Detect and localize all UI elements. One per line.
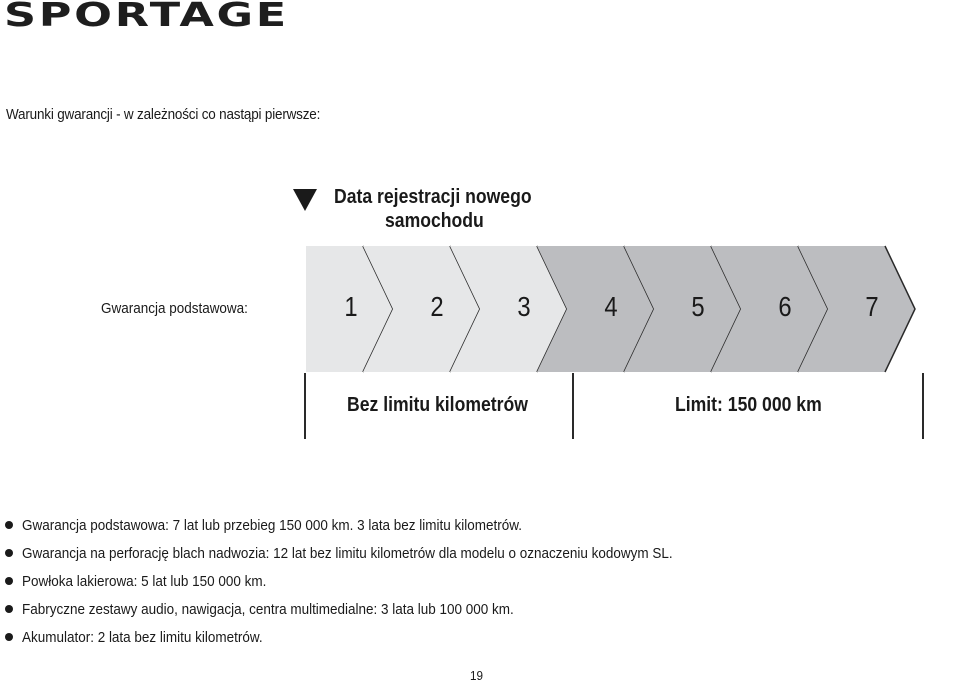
year-label-4: 4 [604, 291, 618, 322]
registration-heading-line2: samochodu [385, 210, 484, 232]
period-limited-label: Limit: 150 000 km [675, 394, 822, 416]
bullet-icon [5, 605, 13, 613]
bullet-icon [5, 577, 13, 585]
year-label-2: 2 [430, 291, 444, 322]
registration-heading-line1: Data rejestracji nowego [334, 186, 532, 208]
year-label-6: 6 [778, 291, 792, 322]
sportage-logo: SPORTAGE [4, 0, 289, 34]
period-unlimited-label: Bez limitu kilometrów [347, 394, 528, 416]
year-label-7: 7 [865, 291, 879, 322]
year-label-3: 3 [517, 291, 531, 322]
bullet-icon [5, 521, 13, 529]
bullet-icon [5, 633, 13, 641]
warranty-intro: Warunki gwarancji - w zależności co nastąpi pierwsze: [6, 107, 321, 123]
page-number: 19 [470, 668, 484, 683]
year-label-5: 5 [691, 291, 705, 322]
period-divider [572, 373, 574, 439]
basic-warranty-label: Gwarancja podstawowa: [101, 301, 248, 317]
timeline-right-border [922, 373, 924, 439]
timeline-left-border [304, 373, 306, 439]
year-label-1: 1 [344, 291, 358, 322]
bullet-icon [5, 549, 13, 557]
